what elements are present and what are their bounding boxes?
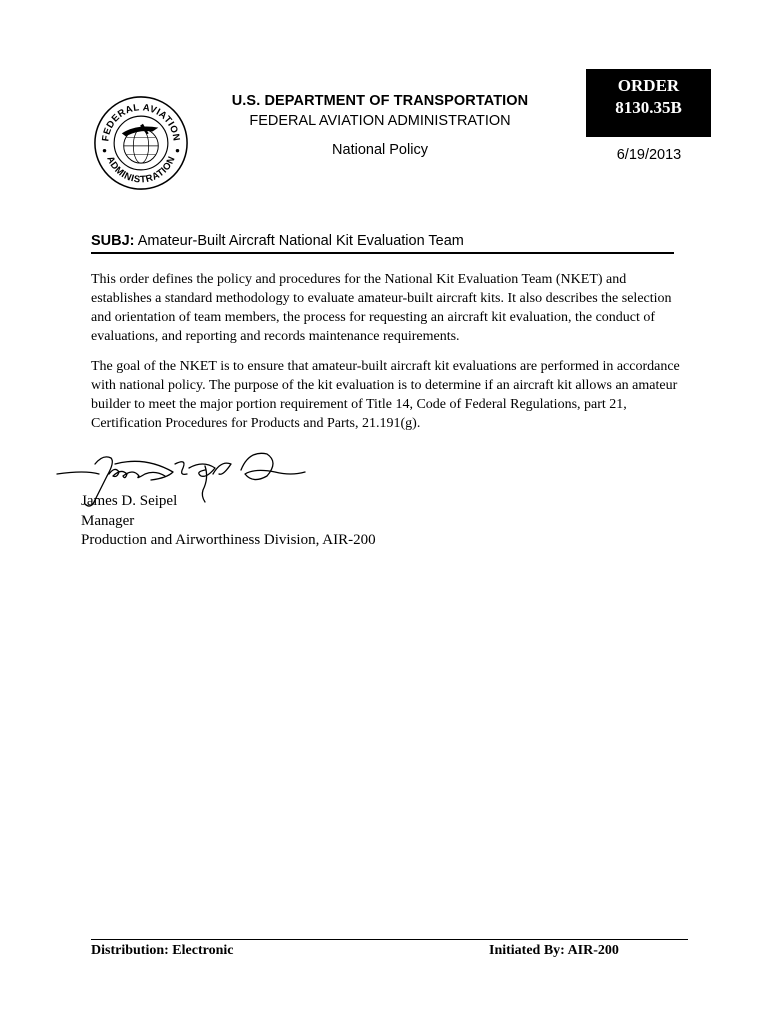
order-label: ORDER	[617, 76, 680, 95]
order-box	[586, 69, 711, 137]
body-paragraph-2: The goal of the NKET is to ensure that amateur-built aircraft kit evaluations are performed in accordance with national policy. The purpose of the kit evaluation is to determine if an aircraft kit allows an amateur builder to meet the major portion requirement of Title 14, Code of Federal Regulations, part 21, Certification Procedures for Products and Parts, 21.191(g).	[91, 359, 680, 431]
agency-name: FEDERAL AVIATION ADMINISTRATION	[249, 113, 511, 129]
signatory-title: Manager	[81, 512, 135, 529]
signatory-block	[81, 492, 376, 551]
subject-text: Amateur-Built Aircraft National Kit Evaluation Team	[137, 233, 464, 249]
department-name: U.S. DEPARTMENT OF TRANSPORTATION	[231, 93, 529, 109]
svg-text:FEDERAL AVIATION	[100, 102, 181, 142]
header-block	[190, 93, 570, 158]
signatory-name: James D. Seipel	[81, 493, 178, 509]
subject-label: SUBJ:	[91, 233, 135, 249]
seal-bottom-text: ADMINISTRATION	[104, 154, 178, 186]
initiated-by-note: Initiated By: AIR-200	[489, 943, 619, 958]
signatory-division: Production and Airworthiness Division, AIR-200	[81, 532, 376, 548]
subject-line	[91, 233, 674, 254]
body-paragraph-1: This order defines the policy and procedures for the National Kit Evaluation Team (NKET) and establishes a standard methodology to evaluate amateur-built aircraft kits. It also describes the selection and orientation of team members, the process for requesting an aircraft kit evaluation, the conduct of evaluations, and reporting and records maintenance requirements.	[91, 272, 672, 344]
faa-seal-icon	[93, 95, 189, 191]
order-date: 6/19/2013	[616, 147, 682, 163]
policy-type: National Policy	[332, 142, 428, 158]
distribution-note: Distribution: Electronic	[91, 943, 234, 958]
order-number: 8130.35B	[615, 98, 682, 117]
seal-top-text: FEDERAL AVIATION	[100, 102, 182, 143]
footer-divider	[91, 939, 688, 940]
